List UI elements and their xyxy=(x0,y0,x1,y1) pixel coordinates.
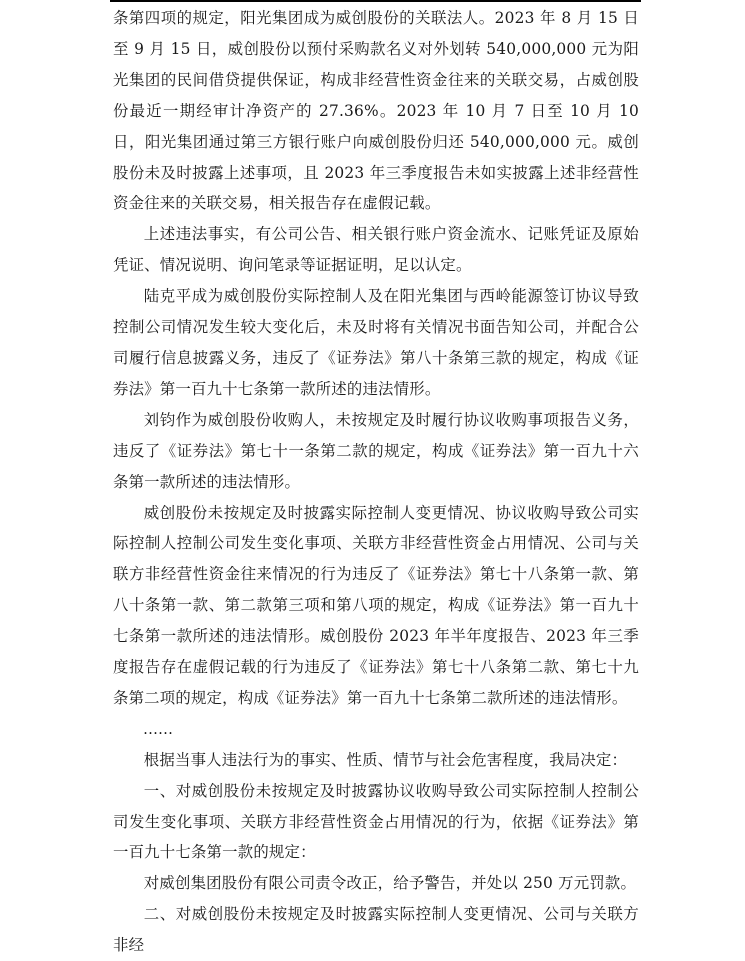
paragraph-penalty-1: 对威创集团股份有限公司责令改正，给予警告，并处以 250 万元罚款。 xyxy=(143,874,637,893)
paragraph-lu-keping: 陆克平成为威创股份实际控制人及在阳光集团与西岭能源签订协议导致控制公司情况发生较大变化后，未及时将有关情况书面告知公司，并配合公司履行信息披露义务，违反了《证券法》第八十条第三款的规定，构成《证券法》第一百九十七条第一款所述的违法情形。 xyxy=(113,287,639,398)
document-page xyxy=(113,3,639,961)
paragraph-weichuang-violations: 威创股份未按规定及时披露实际控制人变更情况、协议收购导致公司实际控制人控制公司发生变化事项、关联方非经营性资金占用情况、公司与关联方非经营性资金往来情况的行为违反了《证券法》第七十八条第一款、第八十条第一款、第二款第三项和第八项的规定，构成《证券法》第一百九十七条第一款所述的违法情形。威创股份 2023 年半年度报告、2023 年三季度报告存在虚假记载的行为违反了《证券法》第七十八条第二款、第七十九条第二项的规定，构成《证券法》第一百九十七条第二款所述的违法情形。 xyxy=(113,503,639,707)
paragraph-liu-jun: 刘钧作为威创股份收购人，未按规定及时履行协议收购事项报告义务，违反了《证券法》第七十一条第二款的规定，构成《证券法》第一百九十六条第一款所述的违法情形。 xyxy=(113,410,639,491)
paragraph-related-transaction: 条第四项的规定，阳光集团成为威创股份的关联法人。2023 年 8 月 15 日至 9 月 15 日，威创股份以预付采购款名义对外划转 540,000,000 元为阳光集团的民间借贷提供保证，构成非经营性资金往来的关联交易，占威创股份最近一期经审计净资产的 27.36%。2023 年 10 月 7 日至 10 月 10 日，阳光集团通过第三方银行账户向威创股份归还 540,000,000 元。威创股份未及时披露上述事项，且 2023 年三季度报告未如实披露上述非经营性资金往来的关联交易，相关报告存在虚假记载。 xyxy=(113,9,639,213)
paragraph-decision-item-2: 二、对威创股份未按规定及时披露实际控制人变更情况、公司与关联方非经 xyxy=(113,905,639,955)
paragraph-decision-basis: 根据当事人违法行为的事实、性质、情节与社会危害程度，我局决定： xyxy=(143,750,628,769)
paragraph-decision-item-1: 一、对威创股份未按规定及时披露协议收购导致公司实际控制人控制公司发生变化事项、关联方非经营性资金占用情况的行为，依据《证券法》第一百九十七条第一款的规定： xyxy=(113,781,639,862)
page-top-rule xyxy=(110,0,641,2)
omission-ellipsis: …… xyxy=(143,719,173,738)
paragraph-evidence: 上述违法事实，有公司公告、相关银行账户资金流水、记账凭证及原始凭证、情况说明、询问笔录等证据证明，足以认定。 xyxy=(113,225,639,275)
